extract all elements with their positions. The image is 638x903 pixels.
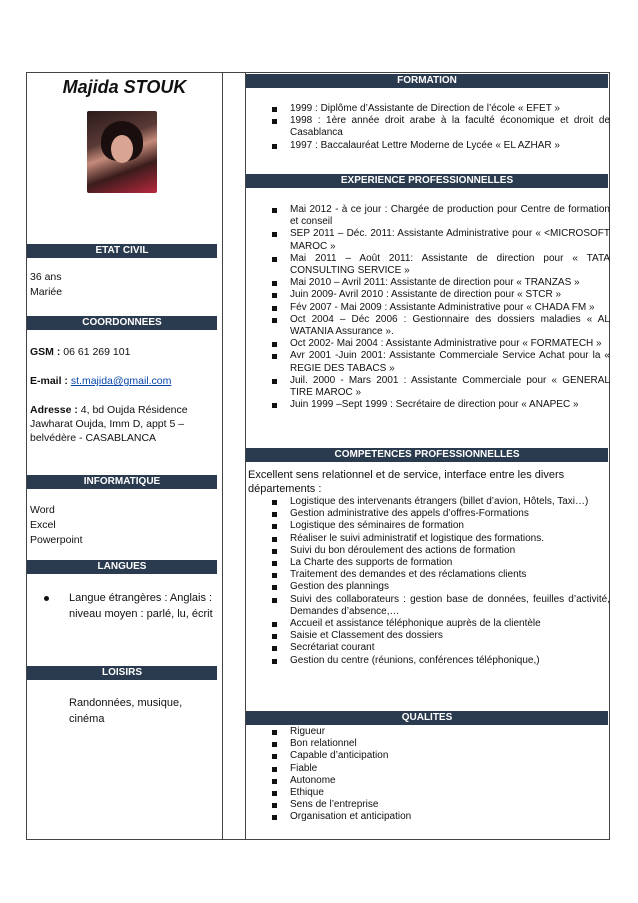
- list-item: Gestion des plannings: [290, 581, 610, 593]
- list-item: Fév 2007 - Mai 2009 : Assistante Administrative pour « CHADA FM »: [290, 302, 610, 314]
- cv-page: [26, 72, 610, 840]
- list-item: Juin 2009- Avril 2010 : Assistante de direction pour « STCR »: [290, 289, 610, 301]
- gsm-label: GSM :: [30, 346, 61, 358]
- list-item: Ethique: [290, 787, 610, 799]
- list-item: Juil. 2000 - Mars 2001 : Assistante Commerciale pour « GENERAL TIRE MAROC »: [290, 374, 610, 399]
- formation-header: FORMATION: [246, 74, 608, 88]
- list-item: Avr 2001 -Juin 2001: Assistante Commerciale Service Achat pour la « REGIE DES TABACS »: [290, 350, 610, 374]
- email-label: E-mail :: [30, 375, 68, 387]
- age: 36 ans: [30, 271, 62, 283]
- list-item: Accueil et assistance téléphonique auprès de la clientèle: [290, 618, 610, 630]
- list-item: Autonome: [290, 775, 610, 787]
- list-item: Suivi du bon déroulement des actions de formation: [290, 545, 610, 557]
- qualites-list: [246, 726, 610, 824]
- marital-status: Mariée: [30, 286, 63, 298]
- list-item: Organisation et anticipation: [290, 811, 610, 823]
- list-item: Logistique des intervenants étrangers (billet d’avion, Hôtels, Taxi…): [290, 496, 610, 508]
- etat-civil-header: ETAT CIVIL: [27, 244, 217, 258]
- list-item: Gestion du centre (réunions, conférences téléphonique,): [290, 655, 610, 667]
- list-item: Bon relationnel: [290, 738, 610, 750]
- list-item: Mai 2012 - à ce jour : Chargée de production pour Centre de formation et conseil: [290, 204, 610, 228]
- list-item: 1999 : Diplôme d’Assistante de Direction de l’école « EFET »: [290, 103, 610, 115]
- list-item: Gestion administrative des appels d’offres-Formations: [290, 508, 610, 520]
- software-powerpoint: Powerpoint: [30, 534, 83, 546]
- list-item: Rigueur: [290, 726, 610, 738]
- languages-text: Langue étrangères : Anglais : niveau moyen : parlé, lu, écrit: [69, 590, 219, 622]
- candidate-name: Majida STOUK: [62, 77, 187, 97]
- left-column: [27, 73, 222, 839]
- list-item: Capable d’anticipation: [290, 750, 610, 762]
- address-value: 4, bd Oujda Résidence Jawharat Oujda, Imm D, appt 5 – belvédère - CASABLANCA: [30, 404, 188, 444]
- competences-header: COMPETENCES PROFESSIONNELLES: [246, 448, 608, 462]
- list-item: Mai 2011 – Août 2011: Assistante de direction pour « TATA CONSULTING SERVICE »: [290, 252, 610, 277]
- experience-list: [246, 204, 610, 411]
- list-item: 1997 : Baccalauréat Lettre Moderne de Lycée « EL AZHAR »: [290, 140, 610, 152]
- list-item: Logistique des séminaires de formation: [290, 520, 610, 532]
- photo-face: [111, 135, 133, 163]
- list-item: Sens de l’entreprise: [290, 799, 610, 811]
- loisirs-header: LOISIRS: [27, 666, 217, 680]
- email-line: [30, 374, 218, 388]
- list-item: Fiable: [290, 763, 610, 775]
- competences-list: [246, 496, 610, 667]
- qualites-header: QUALITES: [246, 711, 608, 725]
- gsm-line: [30, 345, 218, 359]
- hobbies-text: Randonnées, musique, cinéma: [69, 697, 183, 725]
- list-item: Secrétariat courant: [290, 642, 610, 654]
- langues-header: LANGUES: [27, 560, 217, 574]
- software-excel: Excel: [30, 519, 56, 531]
- list-item: Mai 2010 – Avril 2011: Assistante de direction pour « TRANZAS »: [290, 277, 610, 289]
- informatique-header: INFORMATIQUE: [27, 475, 217, 489]
- list-item: La Charte des supports de formation: [290, 557, 610, 569]
- list-item: Saisie et Classement des dossiers: [290, 630, 610, 642]
- right-column: [246, 73, 609, 839]
- list-item: Oct 2004 – Déc 2006 : Gestionnaire des dossiers maladies « AL WATANIA Assurance ».: [290, 313, 610, 338]
- email-link[interactable]: st.majida@gmail.com: [70, 375, 172, 387]
- list-item: Traitement des demandes et des réclamations clients: [290, 569, 610, 581]
- list-item: 1998 : 1ère année droit arabe à la faculté économique et droit de Casablanca: [290, 115, 610, 139]
- address-block: [30, 403, 218, 445]
- software-word: Word: [30, 504, 55, 516]
- list-item: Oct 2002- Mai 2004 : Assistante Administrative pour « FORMATECH »: [290, 338, 610, 350]
- list-item: Réaliser le suivi administratif et logistique des formations.: [290, 533, 610, 545]
- competences-intro: Excellent sens relationnel et de service, interface entre les divers départements :: [248, 469, 565, 495]
- column-divider: [222, 73, 246, 839]
- address-label: Adresse :: [30, 404, 78, 416]
- list-item: Suivi des collaborateurs : gestion base de données, feuilles d’activité, Demandes d’absence,…: [290, 593, 610, 617]
- gsm-value: 06 61 269 101: [63, 346, 131, 358]
- experience-header: EXPERIENCE PROFESSIONNELLES: [246, 174, 608, 188]
- list-item: SEP 2011 – Déc. 2011: Assistante Administrative pour « <MICROSOFT MAROC »: [290, 228, 610, 252]
- coordonnees-header: COORDONNEES: [27, 316, 217, 330]
- list-item: Juin 1999 –Sept 1999 : Secrétaire de direction pour « ANAPEC »: [290, 399, 610, 411]
- profile-photo: [87, 111, 157, 193]
- formation-list: [246, 103, 610, 152]
